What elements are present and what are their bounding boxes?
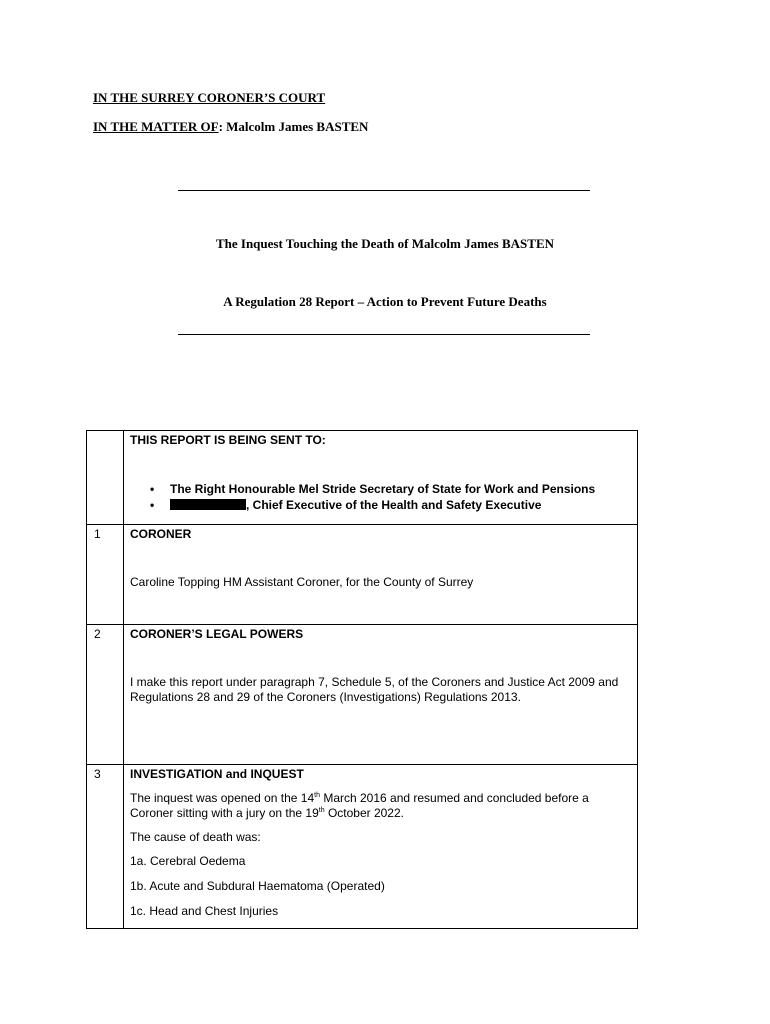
investigation-cell [124,765,638,929]
recipient-item [130,481,631,497]
recipients-num-cell [87,431,124,525]
coroner-heading: CORONER [130,527,192,541]
investigation-row [87,765,638,929]
divider-bottom [178,334,590,335]
report-table [86,430,638,929]
cause-item: 1b. Acute and Subdural Haematoma (Operated) [130,879,385,893]
coroner-row [87,525,638,625]
recipients-heading: THIS REPORT IS BEING SENT TO: [130,433,326,447]
powers-text: I make this report under paragraph 7, Schedule 5, of the Coroners and Justice Act 2009 and Regulations 28 and 29 of the Coroners (Investigations) Regulations 2013. [130,675,619,704]
investigation-opened [130,791,631,821]
redaction-block [170,499,246,510]
court-name: IN THE SURREY CORONER’S COURT [93,90,326,105]
coroner-text: Caroline Topping HM Assistant Coroner, for the County of Surrey [130,575,474,589]
recipients-cell [124,431,638,525]
opened-text: March 2016 and resumed and concluded before a Coroner sitting with a jury on the 19 [130,791,589,820]
recipients-list [130,481,631,513]
cause-intro: The cause of death was: [130,830,261,844]
report-title: A Regulation 28 Report – Action to Prevent Future Deaths [223,294,547,309]
matter-label: IN THE MATTER OF [93,119,219,134]
row-number: 3 [87,765,124,929]
opened-text: October 2022. [324,806,404,820]
court-heading [93,90,325,106]
row-number: 2 [87,625,124,765]
matter-name: : Malcolm James BASTEN [218,119,369,134]
powers-heading: CORONER’S LEGAL POWERS [130,627,304,641]
powers-cell [124,625,638,765]
recipient-item [130,497,631,513]
recipient-text: , Chief Executive of the Health and Safety Executive [246,498,542,512]
divider-top [178,190,590,191]
row-number: 1 [87,525,124,625]
inquest-title: The Inquest Touching the Death of Malcolm James BASTEN [215,236,555,251]
recipients-row [87,431,638,525]
bullet-icon: • [150,482,155,496]
bullet-icon: • [150,498,155,512]
ordinal-suffix: th [314,792,320,799]
coroner-cell [124,525,638,625]
powers-row [87,625,638,765]
opened-text: The inquest was opened on the 14 [130,791,315,805]
cause-item: 1c. Head and Chest Injuries [130,904,279,918]
ordinal-suffix: th [318,807,325,814]
recipient-text: The Right Honourable Mel Stride Secretary of State for Work and Pensions [170,482,596,496]
cause-item: 1a. Cerebral Oedema [130,854,246,868]
investigation-heading: INVESTIGATION and INQUEST [130,767,304,781]
matter-heading [93,119,368,135]
